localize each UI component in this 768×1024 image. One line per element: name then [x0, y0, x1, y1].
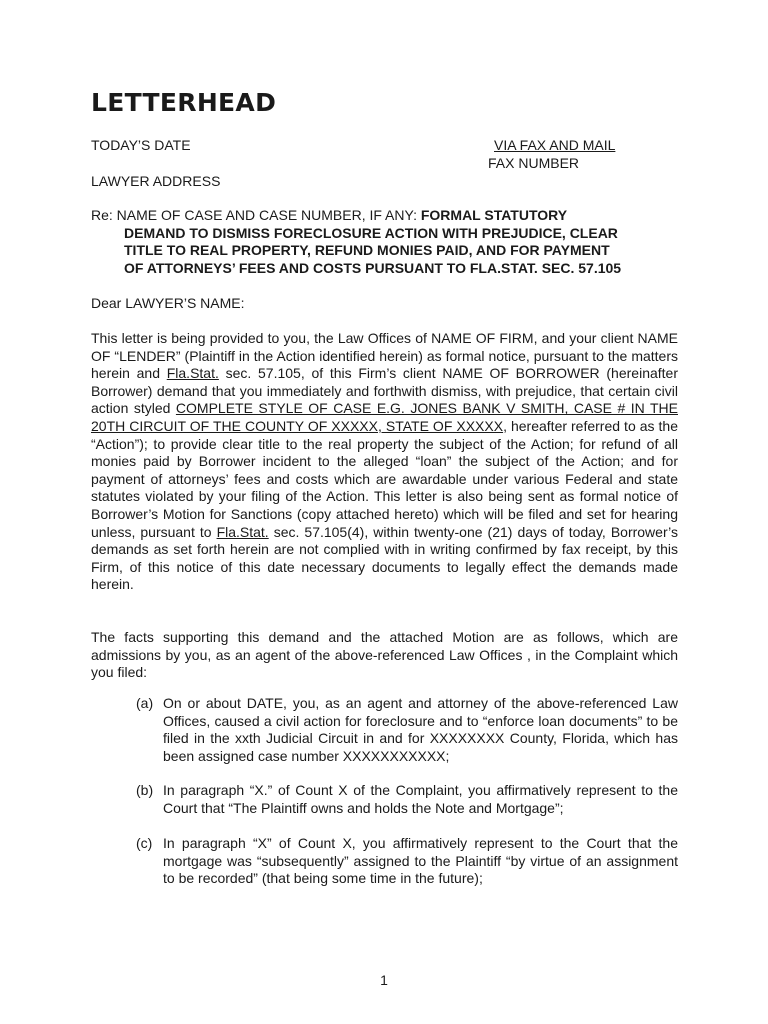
- list-item-text: In paragraph “X” of Count X, you affirmatively represent to the Court that the mortgage was “subsequently” assigned to the Plaintiff “by virtue of an assignment to be recorded” (that being some time in the future);: [163, 835, 678, 887]
- list-item: [136, 782, 678, 817]
- list-marker: (a): [136, 695, 154, 711]
- re-bold-line: TITLE TO REAL PROPERTY, REFUND MONIES PAID, AND FOR PAYMENT: [124, 242, 610, 258]
- date-line: TODAY’S DATE: [91, 137, 191, 153]
- list-item: [136, 835, 678, 888]
- list-marker: (b): [136, 782, 154, 798]
- page-number: 1: [380, 972, 388, 988]
- body-paragraph-1: This letter is being provided to you, the Law Offices of NAME OF FIRM, and your client NAME OF “LENDER” (Plaintiff in the Action identified herein) as formal notice, pursuant to the matters herein and Fla.Stat. sec. 57.105, of this Firm’s client NAME OF BORROWER (hereinafter Borrower) demand that you immediately and forthwith dismiss, with prejudice, that certain civil action styled COMPLETE STYLE OF CASE E.G. JONES BANK V SMITH, CASE # IN THE 20TH CIRCUIT OF THE COUNTY OF XXXXX, STATE OF XXXXX, hereafter referred to as the “Action”); to provide clear title to the real property the subject of the Action; for refund of all monies paid by Borrower incident to the alleged “loan” the subject of the Action; and for payment of attorneys’ fees and costs which are awardable under various Federal and state statutes violated by your filing of the Action. This letter is also being sent as formal notice of Borrower’s Motion for Sanctions (copy attached hereto) which will be filed and set for hearing unless, pursuant to Fla.Stat. sec. 57.105(4), within twenty-one (21) days of today, Borrower’s demands as set forth herein are not complied with in writing confirmed by fax receipt, by this Firm, of this notice of this date necessary documents to legally effect the demands made herein.: [91, 330, 678, 593]
- re-prefix: Re: NAME OF CASE AND CASE NUMBER, IF ANY:: [91, 207, 421, 223]
- re-bold-line: DEMAND TO DISMISS FORECLOSURE ACTION WITH PREJUDICE, CLEAR: [124, 224, 618, 241]
- statute-reference: Fla.Stat.: [166, 365, 219, 382]
- re-line: [91, 207, 681, 277]
- letterhead: LETTERHEAD: [91, 88, 277, 117]
- statute-reference: Fla.Stat.: [216, 523, 269, 540]
- lawyer-address: LAWYER ADDRESS: [91, 173, 221, 189]
- re-bold-line: OF ATTORNEYS’ FEES AND COSTS PURSUANT TO FLA.STAT. SEC. 57.105: [124, 259, 622, 276]
- list-item: [136, 695, 678, 765]
- list-item-text: In paragraph “X.” of Count X of the Complaint, you affirmatively represent to the Court that “The Plaintiff owns and holds the Note and Mortgage”;: [163, 782, 678, 816]
- list-marker: (c): [136, 835, 153, 851]
- re-bold-first: FORMAL STATUTORY: [420, 207, 568, 223]
- body-paragraph-2: The facts supporting this demand and the attached Motion are as follows, which are admissions by you, as an agent of the above-referenced Law Offices , in the Complaint which you filed:: [91, 629, 678, 681]
- case-style: COMPLETE STYLE OF CASE E.G. JONES BANK V SMITH, CASE # IN THE 20TH CIRCUIT OF THE COUNTY OF XXXXX, STATE OF XXXXX: [91, 400, 678, 434]
- fax-number: FAX NUMBER: [488, 155, 580, 171]
- list-item-text: On or about DATE, you, as an agent and attorney of the above-referenced Law Offices, caused a civil action for foreclosure and to “enforce loan documents” to be filed in the xxth Judicial Circuit in and for XXXXXXXX County, Florida, which has been assigned case number XXXXXXXXXXX;: [163, 695, 678, 764]
- salutation: Dear LAWYER’S NAME:: [91, 295, 245, 311]
- via-fax-mail: VIA FAX AND MAIL: [494, 137, 616, 153]
